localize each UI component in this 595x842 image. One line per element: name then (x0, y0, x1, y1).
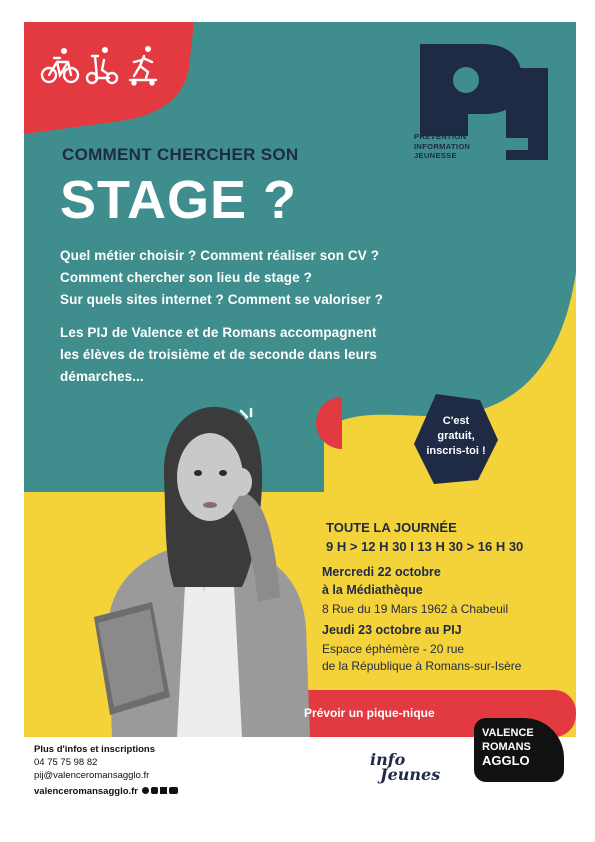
question-line-1: Quel métier choisir ? Comment réaliser son CV ? (60, 248, 380, 263)
linkedin-icon[interactable] (160, 787, 167, 794)
event-2-date: Jeudi 23 octobre au PIJ (322, 623, 462, 637)
footer-phone: 04 75 75 98 82 (34, 757, 98, 768)
info-jeunes-line-2: Jeunes (380, 765, 441, 784)
heading-kicker: COMMENT CHERCHER SON (62, 145, 299, 164)
footer-title: Plus d'infos et inscriptions (34, 744, 156, 755)
valence-romans-agglo-logo (474, 718, 564, 782)
instagram-icon[interactable] (151, 787, 158, 794)
badge-line-1: C'est (442, 415, 470, 427)
skateboard-icon (130, 46, 156, 85)
agglo-line-3: AGGLO (482, 753, 530, 768)
student-photo (92, 397, 322, 737)
tagline-line-3: JEUNESSE (414, 151, 457, 160)
cta-text: Prévoir un pique-nique (304, 706, 435, 720)
youtube-icon[interactable] (169, 787, 178, 794)
footer-email[interactable]: pij@valenceromansagglo.fr (34, 770, 150, 781)
event-2-address-line-1: Espace éphémère - 20 rue (322, 642, 465, 656)
footer-website[interactable]: valenceromansagglo.fr (34, 786, 139, 797)
free-badge (412, 414, 500, 459)
tagline-line-1: PRÉVENTION (414, 132, 467, 141)
intro-line-1: Les PIJ de Valence et de Romans accompagnent (60, 325, 377, 340)
social-icons (142, 787, 178, 794)
question-line-3: Sur quels sites internet ? Comment se valoriser ? (60, 292, 383, 307)
schedule-label: TOUTE LA JOURNÉE (326, 520, 457, 535)
info-jeunes-logo (370, 750, 448, 790)
badge-line-3: inscris-toi ! (426, 445, 486, 457)
intro-line-2: les élèves de troisième et de seconde dans leurs (60, 347, 377, 362)
scooter-icon (87, 47, 117, 83)
page-title: STAGE ? (60, 170, 298, 230)
poster (24, 22, 576, 737)
event-1-address: 8 Rue du 19 Mars 1962 à Chabeuil (322, 602, 509, 616)
event-2-address-line-2: de la République à Romans-sur-Isère (322, 659, 522, 673)
tagline-line-2: INFORMATION (414, 141, 471, 151)
bicycle-icon (42, 48, 78, 82)
badge-line-2: gratuit, (437, 430, 475, 442)
event-1-date: Mercredi 22 octobre (322, 565, 441, 579)
schedule-hours: 9 H > 12 H 30 I 13 H 30 > 16 H 30 (326, 539, 524, 554)
pij-logo (406, 40, 551, 165)
event-1-venue: à la Médiathèque (322, 583, 423, 597)
mobility-icons (40, 42, 160, 86)
question-line-2: Comment chercher son lieu de stage ? (60, 270, 312, 285)
agglo-line-1: VALENCE (482, 727, 534, 739)
agglo-line-2: ROMANS (482, 741, 531, 753)
facebook-icon[interactable] (142, 787, 149, 794)
intro-line-3: démarches... (60, 369, 144, 384)
info-jeunes-line-1: info (370, 750, 406, 769)
